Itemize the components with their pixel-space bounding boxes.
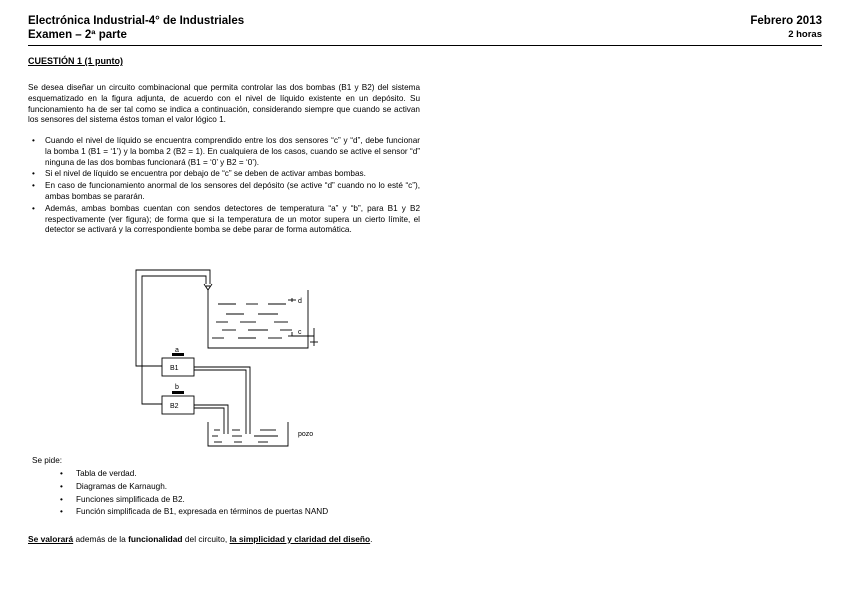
exam-part: Examen – 2ª parte bbox=[28, 29, 127, 41]
exam-date: Febrero 2013 bbox=[750, 15, 822, 27]
nozzle bbox=[204, 284, 212, 290]
condition-item: • Cuando el nivel de líquido se encuentra comprendido entre los dos sensores “c” y “d”, debe funcionar la bomba 1 (B1 = ‘1’) y la bomba 2 (B2 = 1). En cualquiera de los casos, cuando se active el sensor “d” ninguna de las dos bombas funcionará (B1 = ‘0’ y B2 = ‘0’). bbox=[28, 136, 420, 168]
course-title: Electrónica Industrial-4° de Industriales bbox=[28, 15, 245, 27]
grading-note-part6: . bbox=[370, 534, 373, 544]
grading-note-part5: la simplicidad y claridad del diseño bbox=[229, 534, 371, 544]
grading-note-part4: del circuito, bbox=[182, 534, 230, 544]
header-right bbox=[750, 14, 822, 42]
question-intro: Se desea diseñar un circuito combinacional que permita controlar las dos bombas (B1 y B2) del sistema esquematizado en la figura adjunta, de acuerdo con el nivel de líquido existente en un depósito. Su funcionamiento ha de ser tal como se indica a continuación, considerando siempre que cuando se activan los sensores del sistema éstos toman el valor lógico 1. bbox=[28, 83, 420, 125]
pipe-b2-outlet bbox=[142, 276, 206, 404]
requirement-item: • Funciones simplificada de B2. bbox=[60, 494, 328, 507]
sensor-c-probe bbox=[292, 332, 314, 336]
condition-item: • En caso de funcionamiento anormal de los sensores del depósito (se active “d” cuando no lo esté “c”), ambas bombas se pararán. bbox=[28, 181, 420, 203]
upper-tank bbox=[208, 290, 308, 348]
requirements-list bbox=[60, 468, 328, 519]
requirement-item: • Tabla de verdad. bbox=[60, 468, 328, 481]
header-left bbox=[28, 14, 244, 42]
label-d: d bbox=[298, 298, 302, 305]
label-a: a bbox=[175, 347, 179, 354]
header-divider bbox=[28, 45, 822, 46]
label-c: c bbox=[298, 329, 302, 336]
exam-duration: 2 horas bbox=[788, 29, 822, 40]
label-b1: B1 bbox=[170, 365, 179, 372]
pump-system-diagram bbox=[128, 256, 338, 452]
label-b2: B2 bbox=[170, 403, 179, 410]
grading-note bbox=[28, 534, 372, 544]
label-b: b bbox=[175, 384, 179, 391]
requirements-title: Se pide: bbox=[32, 456, 63, 465]
pipe-b1-outlet bbox=[136, 270, 210, 366]
pipe-b1-suction bbox=[194, 367, 250, 434]
grading-note-part2: además de la bbox=[73, 534, 129, 544]
conditions-list bbox=[28, 136, 420, 237]
grading-note-part3: funcionalidad bbox=[128, 534, 183, 544]
temp-sensor-b bbox=[172, 391, 184, 394]
question-title: CUESTIÓN 1 (1 punto) bbox=[28, 56, 123, 66]
grading-note-part1: Se valorará bbox=[28, 534, 74, 544]
label-pozo: pozo bbox=[298, 431, 314, 438]
condition-item: • Además, ambas bombas cuentan con sendos detectores de temperatura “a” y “b”, para B1 y B2 respectivamente (ver figura); de forma que si la temperatura de un motor supera un cierto límite, el detector se activará y la correspondiente bomba se debe parar de forma automática. bbox=[28, 204, 420, 236]
condition-item: • Si el nivel de líquido se encuentra por debajo de “c” se deben de activar ambas bombas. bbox=[28, 169, 420, 180]
requirement-item: • Diagramas de Karnaugh. bbox=[60, 481, 328, 494]
pipe-b2-suction bbox=[194, 405, 228, 434]
requirement-item: • Función simplificada de B1, expresada en términos de puertas NAND bbox=[60, 506, 328, 519]
